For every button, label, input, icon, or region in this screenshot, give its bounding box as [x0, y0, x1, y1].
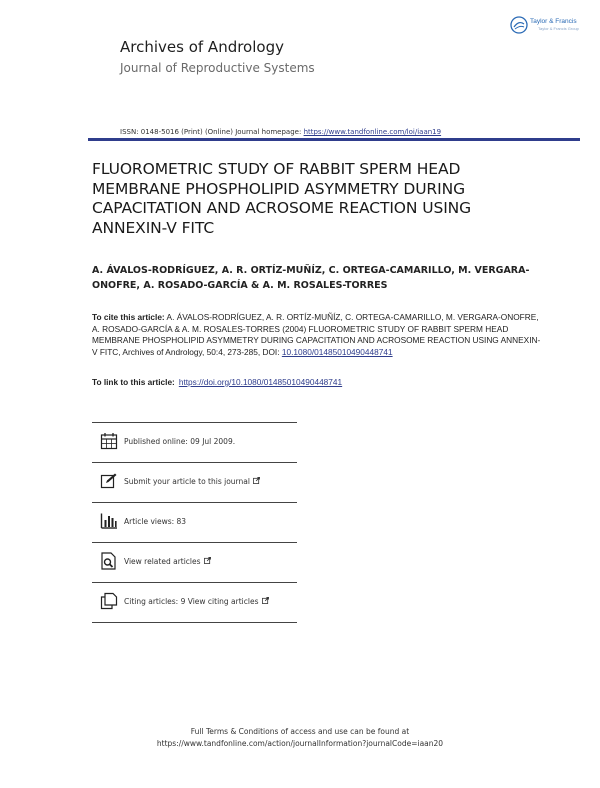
article-doi-url[interactable]: https://doi.org/10.1080/01485010490448741 [178, 377, 343, 387]
submit-article-link[interactable] [124, 477, 260, 486]
footer-terms-url[interactable]: https://www.tandfonline.com/action/journalInformation?journalCode=iaan20 [156, 739, 444, 748]
submit-article-label: Submit your article to this journal [124, 477, 250, 486]
article-title: FLUOROMETRIC STUDY OF RABBIT SPERM HEAD MEMBRANE PHOSPHOLIPID ASYMMETRY DURING CAPACITATION AND ACROSOME REACTION USING ANNEXIN-V FITC [92, 160, 472, 237]
related-articles-label: View related articles [124, 557, 201, 566]
link-label: To link to this article: [92, 377, 175, 387]
info-list-bottom-divider [92, 622, 297, 623]
issn-text: ISSN: 0148-5016 (Print) (Online) Journal homepage: [120, 128, 304, 136]
issn-line [120, 128, 441, 136]
related-articles-link[interactable] [124, 557, 211, 566]
publisher-logo[interactable] [510, 15, 586, 37]
info-row-published [92, 422, 297, 463]
citation-label: To cite this article: [92, 312, 165, 322]
footer-terms-text: Full Terms & Conditions of access and use can be found at [190, 727, 410, 736]
citing-articles-link[interactable] [124, 597, 269, 606]
info-row-submit[interactable] [92, 462, 297, 503]
journal-homepage-link[interactable]: https://www.tandfonline.com/loi/iaan19 [303, 128, 442, 136]
published-online-label: Published online: 09 Jul 2009. [124, 437, 236, 446]
publisher-logo-subtext: Taylor & Francis Group [538, 26, 579, 31]
doi-link[interactable]: 10.1080/01485010490448741 [281, 346, 393, 357]
search-document-icon [100, 552, 118, 570]
external-link-icon [262, 597, 269, 604]
citation-text: A. ÁVALOS-RODRÍGUEZ, A. R. ORTÍZ-MUÑÍZ, C. ORTEGA-CAMARILLO, M. VERGARA-ONOFRE, A. ROSADO-GARCÍA & A. M. ROSALES-TORRES (2004) FLUOROMETRIC STUDY OF RABBIT SPERM HEAD MEMBRANE PHOSPHOLIPID ASYMMETRY DURING CAPACITATION AND ACROSOME REACTION USING ANNEXIN-V FITC, Archives of Andrology, 50:4, 273-285, DOI: [92, 312, 541, 357]
copy-documents-icon [100, 592, 118, 610]
info-row-citing[interactable] [92, 582, 297, 623]
info-row-views [92, 502, 297, 543]
bar-chart-icon [100, 512, 118, 530]
external-link-icon [204, 557, 211, 564]
article-views-label: Article views: 83 [124, 517, 187, 526]
journal-subtitle: Journal of Reproductive Systems [120, 61, 315, 75]
external-link-icon [253, 477, 260, 484]
journal-title: Archives of Andrology [120, 38, 284, 56]
article-authors: A. ÁVALOS-RODRÍGUEZ, A. R. ORTÍZ-MUÑÍZ, C. ORTEGA-CAMARILLO, M. VERGARA-ONOFRE, A. ROSADO-GARCÍA & A. M. ROSALES-TORRES [92, 265, 530, 291]
edit-icon [100, 472, 118, 490]
calendar-icon [100, 432, 118, 450]
citation-block [92, 312, 542, 358]
citing-articles-label: Citing articles: 9 View citing articles [124, 597, 259, 606]
publisher-logo-text: Taylor & Francis [530, 18, 577, 25]
article-link-line [92, 377, 342, 387]
info-row-related[interactable] [92, 542, 297, 583]
publisher-logo-icon [510, 16, 528, 34]
header-divider [88, 138, 580, 141]
